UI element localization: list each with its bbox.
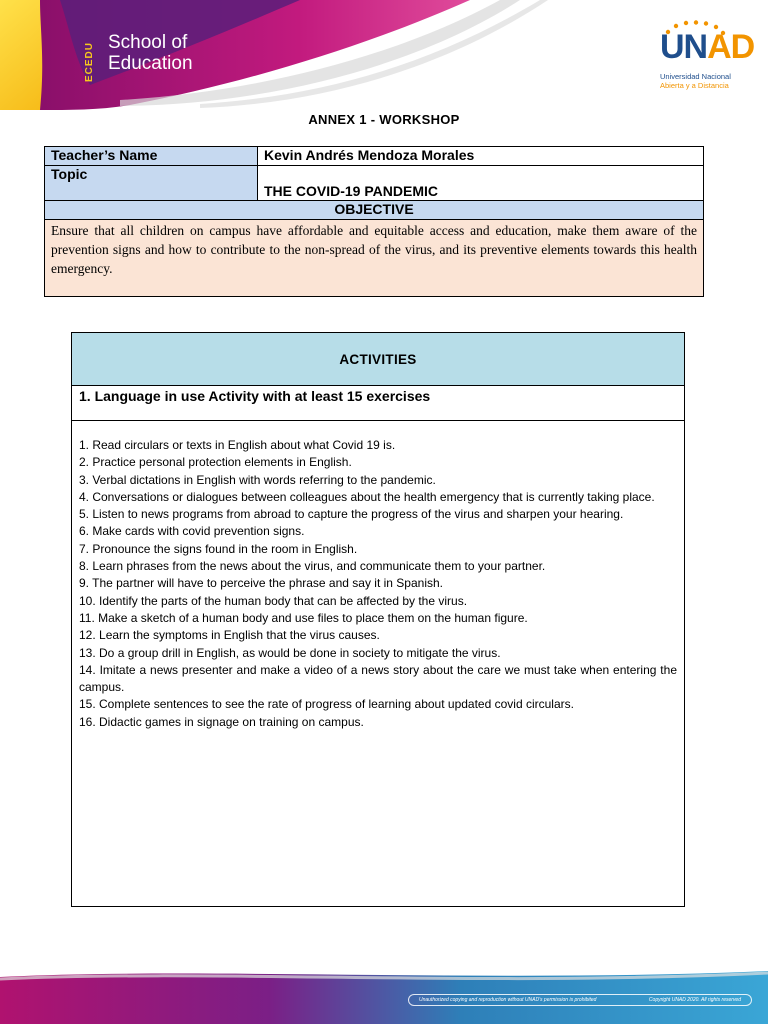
topic-row [45, 166, 704, 201]
list-item: 15. Complete sentences to see the rate of progress of learning about updated covid circulars. [79, 697, 574, 712]
unad-logo [660, 20, 755, 90]
topic-label: Topic [45, 166, 258, 201]
teacher-label: Teacher’s Name [45, 147, 258, 166]
school-line-1: School of [108, 32, 188, 53]
document-title: ANNEX 1 - WORKSHOP [308, 112, 460, 127]
activities-subheading: 1. Language in use Activity with at least 15 exercises [72, 386, 684, 421]
list-item: 4. Conversations or dialogues between colleagues about the health emergency that is currently taking place. [79, 489, 655, 504]
list-item: 13. Do a group drill in English, as would be done in society to mitigate the virus. [79, 645, 501, 660]
list-item: 2. Practice personal protection elements in English. [79, 455, 352, 470]
list-item: 10. Identify the parts of the human body that can be affected by the virus. [79, 593, 468, 608]
footer-copyright-bar [408, 994, 752, 1006]
list-item: 14. Imitate a news presenter and make a video of a news story about the care we must take when entering the campus. [79, 662, 677, 695]
list-item: 1. Read circulars or texts in English about what Covid 19 is. [79, 438, 396, 452]
topic-value: THE COVID-19 PANDEMIC [258, 166, 704, 201]
list-item: 7. Pronounce the signs found in the room in English. [79, 541, 358, 556]
list-item: 6. Make cards with covid prevention signs. [79, 524, 305, 539]
logo-word [660, 28, 754, 67]
footer-notice: Unauthorized copying and reproduction without UNAD's permission is prohibited [419, 997, 597, 1003]
info-table [44, 146, 704, 297]
list-item: 5. Listen to news programs from abroad to capture the progress of the virus and sharpen your hearing. [79, 507, 624, 522]
objective-header-row [45, 201, 704, 220]
logo-word-main: UN [660, 28, 708, 66]
objective-text-row [45, 220, 704, 297]
school-name [108, 32, 193, 74]
activities-list [72, 421, 684, 731]
list-item: 11. Make a sketch of a human body and use files to place them on the human figure. [79, 610, 528, 625]
school-line-2: Education [108, 53, 193, 74]
objective-text: Ensure that all children on campus have affordable and equitable access and education, make them aware of the prevention signs and how to contribute to the non-spread of the virus, and its preventive elements towards this health emergency. [45, 220, 704, 297]
list-item: 12. Learn the symptoms in English that the virus causes. [79, 628, 380, 643]
objective-label: OBJECTIVE [45, 201, 704, 220]
list-item: 8. Learn phrases from the news about the virus, and communicate them to your partner. [79, 559, 546, 574]
footer-copyright: Copyright UNAD 2020. All rights reserved [648, 997, 741, 1003]
activities-table [71, 332, 685, 907]
logo-word-accent: AD [707, 28, 755, 66]
activities-heading: ACTIVITIES [72, 333, 684, 386]
list-item: 16. Didactic games in signage on training on campus. [79, 714, 364, 729]
logo-subtitle [660, 72, 760, 90]
header-banner [0, 0, 768, 110]
list-item: 3. Verbal dictations in English with words referring to the pandemic. [79, 472, 436, 487]
logo-sub-line-1: Universidad Nacional [660, 72, 731, 81]
logo-sub-line-2: Abierta y a Distancia [660, 81, 729, 90]
unit-code: ECEDU [84, 41, 95, 82]
list-item: 9. The partner will have to perceive the phrase and say it in Spanish. [79, 576, 443, 591]
teacher-row [45, 147, 704, 166]
teacher-value: Kevin Andrés Mendoza Morales [258, 147, 704, 166]
